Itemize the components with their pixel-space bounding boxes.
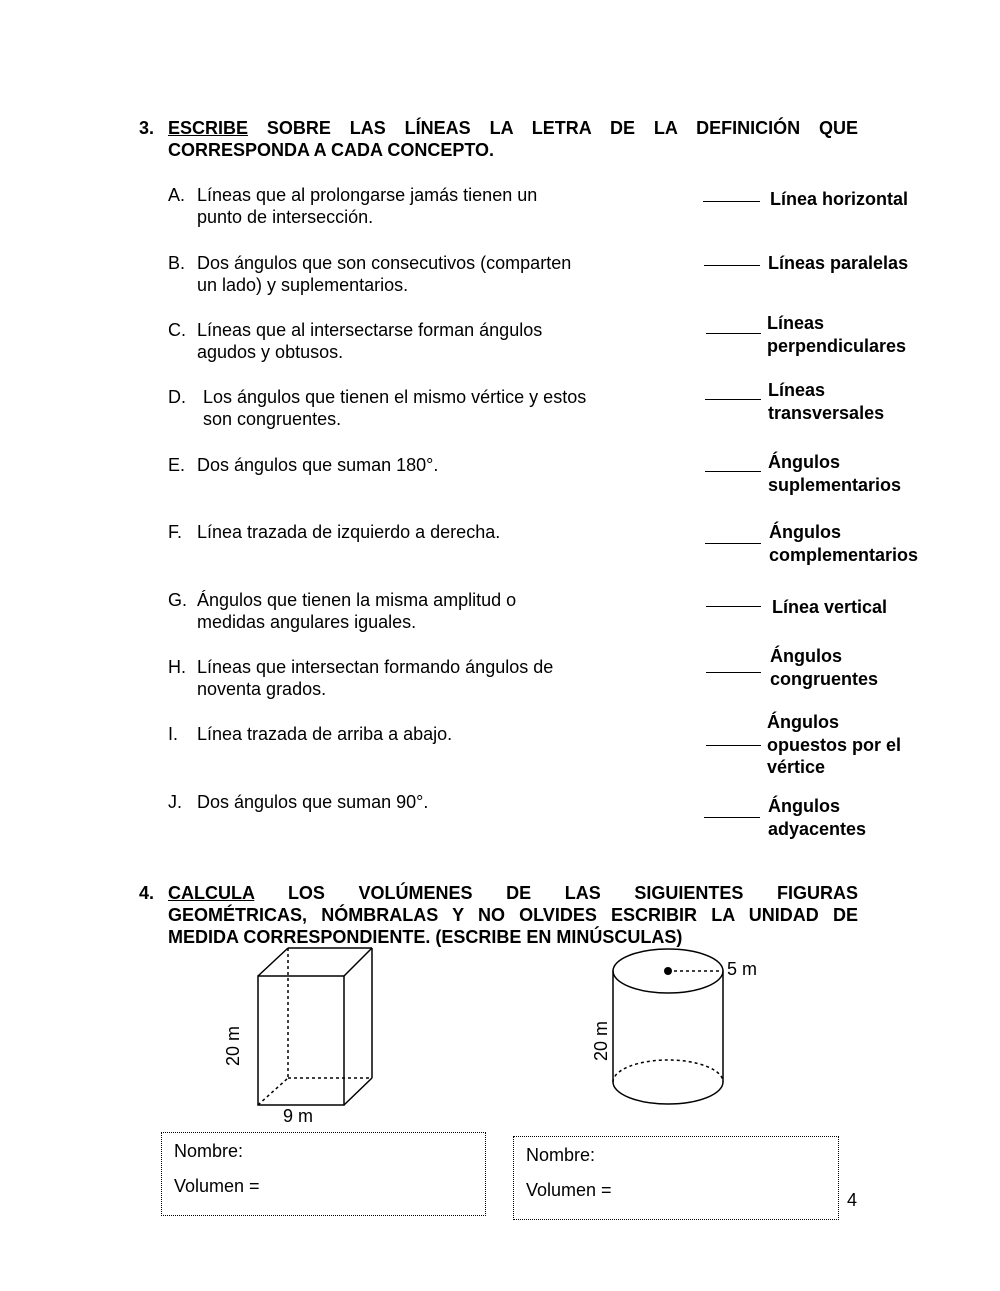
definition-d [168,386,586,430]
answer-blank-4[interactable] [705,399,761,400]
definition-text: son congruentes. [203,409,342,429]
q3-instruction-rest: SOBRE LAS LÍNEAS LA LETRA DE LA DEFINICIÓN QUE [266,118,858,138]
answer-blank-3[interactable] [706,333,761,334]
definition-text: Ángulos que tienen la misma amplitud o [197,590,517,610]
cylinder-center-dot [664,967,672,975]
answer-blank-2[interactable] [704,265,760,266]
volume-label: Volumen = [174,1176,260,1196]
answer-blank-10[interactable] [704,817,760,818]
q4-instruction-line2: GEOMÉTRICAS, NÓMBRALAS Y NO OLVIDES ESCRIBIR LA UNIDAD DE [168,905,858,925]
definition-letter: F. [168,522,183,542]
definition-text: Dos ángulos que suman 180°. [197,455,439,475]
definition-text: Dos ángulos que son consecutivos (comparten [197,253,572,273]
answer-blank-7[interactable] [706,606,761,607]
concept-angulos-complementarios: Ángulos complementarios [769,522,919,565]
prism-base-label: 9 m [283,1106,314,1126]
answer-box-prism[interactable] [161,1132,486,1216]
definition-text: Línea trazada de arriba a abajo. [197,724,453,744]
q4-verb: CALCULA [168,883,255,903]
definition-text: Líneas que al intersectarse forman ángulos [197,320,543,340]
definition-e [168,454,438,476]
definition-i [168,723,452,745]
definition-j [168,791,428,813]
definition-a [168,184,537,228]
definition-letter: G. [168,590,188,610]
cylinder-figure [600,940,740,1120]
q3-number: 3. [139,118,155,138]
definition-letter: J. [168,792,183,812]
q4-instruction-line1 [168,882,858,904]
q3-instruction-line2: CORRESPONDA A CADA CONCEPTO. [168,140,495,160]
definition-letter: B. [168,253,186,273]
q4-number: 4. [139,883,155,903]
q4-instruction-rest: LOS VOLÚMENES DE LAS SIGUIENTES FIGURAS [287,883,858,903]
concept-linea-horizontal: Línea horizontal [770,189,909,209]
definition-f [168,521,500,543]
concept-angulos-opuestos: Ángulos opuestos por el vértice [767,712,902,777]
definition-text: noventa grados. [197,679,327,699]
definition-text: Líneas que intersectan formando ángulos de [197,657,554,677]
definition-letter: I. [168,724,179,744]
definition-h [168,656,553,700]
answer-blank-9[interactable] [706,745,761,746]
answer-blank-1[interactable] [703,201,760,202]
definition-text: Línea trazada de izquierdo a derecha. [197,522,501,542]
concept-angulos-adyacentes: Ángulos adyacentes [768,796,867,839]
definition-text: punto de intersección. [197,207,374,227]
definition-text: Los ángulos que tienen el mismo vértice y estos [203,387,587,407]
definition-letter: A. [168,185,186,205]
definition-text: un lado) y suplementarios. [197,275,409,295]
prism-height-label: 20 m [223,1025,243,1066]
definition-letter: C. [168,320,186,340]
q3-instruction-line1 [168,117,858,139]
answer-blank-5[interactable] [705,471,761,472]
definition-text: medidas angulares iguales. [197,612,417,632]
name-label: Nombre: [526,1145,596,1165]
definition-b [168,252,571,296]
prism-front-face [258,976,344,1105]
definition-letter: D. [168,387,186,407]
concept-lineas-perpendiculares: Líneas perpendiculares [767,313,907,356]
concept-angulos-suplementarios: Ángulos suplementarios [768,452,902,495]
definition-c [168,319,542,363]
concept-linea-vertical: Línea vertical [772,597,888,617]
concept-angulos-congruentes: Ángulos congruentes [770,646,879,689]
definition-letter: H. [168,657,186,677]
definition-text: agudos y obtusos. [197,342,344,362]
rectangular-prism-figure [220,940,390,1130]
definition-g [168,589,516,633]
answer-blank-8[interactable] [706,672,761,673]
definition-text: Dos ángulos que suman 90°. [197,792,429,812]
q3-verb: ESCRIBE [168,118,249,138]
page-number: 4 [847,1190,858,1210]
answer-box-cylinder[interactable] [513,1136,839,1220]
concept-lineas-paralelas: Líneas paralelas [768,253,909,273]
definition-letter: E. [168,455,186,475]
name-label: Nombre: [174,1141,244,1161]
definition-text: Líneas que al prolongarse jamás tienen un [197,185,538,205]
answer-blank-6[interactable] [705,543,761,544]
volume-label: Volumen = [526,1180,612,1200]
cylinder-radius-label: 5 m [727,959,758,979]
cylinder-height-label: 20 m [591,1020,611,1061]
q4-instruction-line3: MEDIDA CORRESPONDIENTE. (ESCRIBE EN MINÚSCULAS) [168,927,683,947]
concept-lineas-transversales: Líneas transversales [768,380,885,423]
